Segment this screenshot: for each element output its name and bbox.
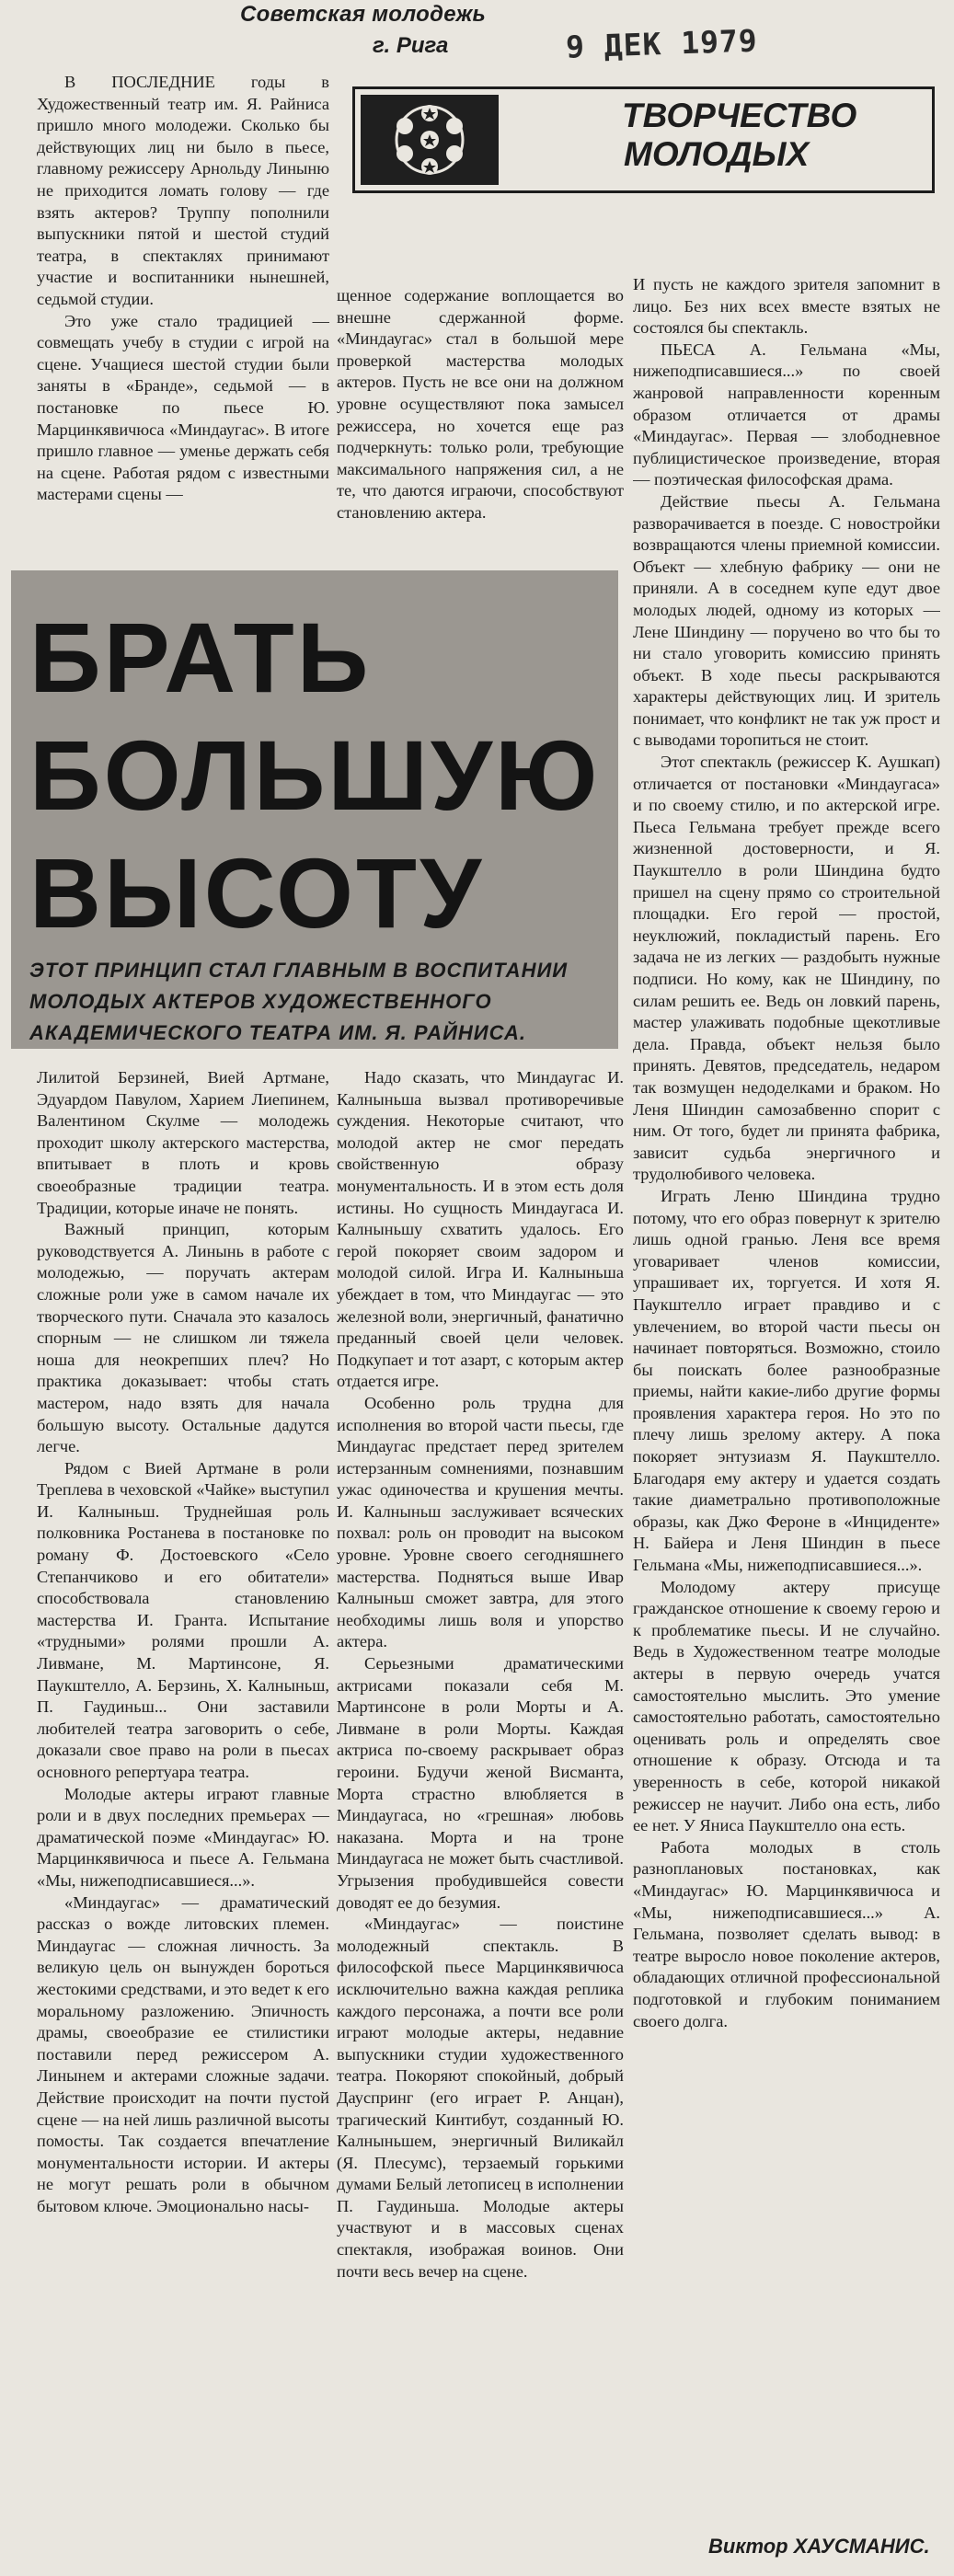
newspaper-name: Советская молодежь	[240, 2, 487, 27]
rubric-line-2: МОЛОДЫХ	[624, 135, 810, 173]
author-signature: Виктор ХАУСМАНИС.	[708, 2535, 930, 2558]
paragraph: Лилитой Берзиней, Вией Артмане, Эдуардом Павулом, Харием Лиепинем, Валентином Скулме — молодежь проходит школу актерского мастерства, впитывает в плоть и кровь своеобразные традиции театра. Традиции, которые иначе не понять.	[37, 1068, 329, 1217]
paragraph: щенное содержание воплощается во внешне сдержанной форме. «Миндаугас» стал в большой мере проверкой мастерства молодых актеров. Пусть не все они на должном уровне осуществляют пока замысел режиссера, но хочется еще раз подчеркнуть: только роли, требующие максимального напряжения сил, а не те, что даются играючи, способствуют становлению актера.	[337, 286, 624, 522]
column-5	[337, 1067, 624, 2569]
column-4	[37, 1067, 329, 2569]
headline-line-3: ВЫСОТУ	[29, 837, 485, 949]
headline-line-1: БРАТЬ	[29, 602, 372, 713]
column-1	[37, 72, 329, 564]
newspaper-city: г. Рига	[373, 33, 449, 58]
paragraph: Это уже стало традицией — совмещать учебу в студии с игрой на сцене. Учащиеся шестой студии были заняты в «Бранде», седьмой — в постановке по пьесе Ю. Марцинкявичюса «Миндаугас». В итоге пришло главное — уменье держать себя на сцене. Работая рядом с известными мастерами сцены —	[37, 311, 329, 504]
paragraph: Важный принцип, которым руководствуется А. Линынь в работе с молодежью, — поручать актерам сложные роли уже в самом начале их творческого пути. Сначала это казалось спорным — не слишком ли тяжела ноша для неокрепших плеч? Но практика доказывает: чтобы стать мастером, надо взять для начала большую высоту. Остальные дадутся легче.	[37, 1220, 329, 1456]
paragraph: Молодые актеры играют главные роли и в двух последних премьерах — драматической поэме «Миндаугас» Ю. Марцинкявичюса и пьесе А. Гельмана «Мы, нижеподписавшиеся...».	[37, 1784, 329, 1890]
rubric-emblem-icon	[361, 95, 499, 185]
column-3	[633, 274, 940, 2533]
headline-line-2: БОЛЬШУЮ	[29, 719, 601, 831]
rubric-line-1: ТВОРЧЕСТВО	[622, 97, 857, 134]
date-stamp: 9 ДЕК 1979	[565, 22, 759, 65]
paragraph: ПЬЕСА А. Гельмана «Мы, нижеподписавшиеся...» по своей жанровой направленности коренным образом отличается от драмы «Миндаугас». Первая — злободневное публицистическое произведение, вторая — поэтическая философская драма.	[633, 339, 940, 489]
paragraph: Серьезными драматическими актрисами показали себя М. Мартинсоне в роли Морты и А. Ливмане в роли Морты. Каждая актриса по-своему раскрывает образ героини. Будучи женой Висманта, Морта страстно влюбляется в Миндаугаса, но «грешная» любовь наказана. Морта и на троне Миндаугаса не может быть счастливой. Угрызения пробудившейся совести доводят ее до безумия.	[337, 1654, 624, 1912]
paragraph: Играть Леню Шиндина трудно потому, что его образ повернут к зрителю лишь одной гранью. Леня все время уговаривает членов комиссии, упрашивает их, торгуется. И хотя Я. Паукштелло играет правдиво и с увлечением, во второй части пьесы он начинает повторяться. Возможно, стоило бы поискать более разнообразные приемы, найти какие-либо другие формы проявления характера героя. Но это по плечу лишь зрелому актеру. А пока покоряет энтузиазм Я. Паукштелло. Благодаря ему актеру и удается создать такие диаметрально противоположные образы, как Джо Фероне в «Инциденте» Н. Байера и Леня Шиндин в пьесе Гельмана «Мы, нижеподписавшиеся...».	[633, 1186, 940, 1575]
paragraph: Действие пьесы А. Гельмана разворачивается в поезде. С новостройки возвращаются члены приемной комиссии. Объект — хлебную фабрику — они не приняли. А в соседнем купе едут двое молодых людей, одному из которых — Лене Шиндину — поручено во что бы то ни стало уговорить комиссию принять объект. В ходе пьесы раскрываются характеры действующих лиц. И зритель понимает, что конфликт не так уж прост и с выводами торопиться не стоит.	[633, 491, 940, 750]
headline-box	[11, 570, 618, 1049]
rubric-title	[622, 97, 856, 174]
paragraph: Рядом с Вией Артмане в роли Треплева в чеховской «Чайке» выступил И. Калныньш. Труднейшая роль полковника Ростанева в постановке по роману Ф. Достоевского «Село Степанчиково и его обитатели» способствовала становлению мастерства И. Гранта. Испытание «трудными» ролями прошли А. Ливмане, М. Мартинсоне, Я. Паукштелло, А. Берзинь, Х. Калныньш, П. Гаудиньш... Они заставили любителей театра заговорить о себе, доказали свое право на роли в пьесах основного репертуара театра.	[37, 1458, 329, 1781]
paragraph: «Миндаугас» — поистине молодежный спектакль. В философской пьесе Марцинкявичюса исключительно важна каждая реплика каждого персонажа, а почти все роли играют молодые актеры, недавние выпускники студии художественного театра. Покоряют спокойный, добрый Дауспринг (его играет Р. Анцан), трагический Кинтибут, созданный Ю. Калныньшем, энергичный Виликайл (Я. Плесумс), терзаемый горькими думами Белый летописец в исполнении П. Гаудиньша. Молодые актеры участвуют и в массовых сценах спектакля, изображая воинов. Они почти весь вечер на сцене.	[337, 1915, 624, 2281]
paragraph: И пусть не каждого зрителя запомнит в лицо. Без них всех вместе взятых не состоялся бы спектакль.	[633, 275, 940, 338]
paragraph: «Миндаугас» — драматический рассказ о вожде литовских племен. Миндаугас — сложная личность. За великую цель он вынужден бороться жестокими средствами, и это ведет к его моральному разложению. Эпичность драмы, своеобразие ее стилистики поставили перед режиссером А. Линынем и актерами сложные задачи. Действие происходит на почти пустой сцене — на ней лишь различной высоты помосты. Так создается впечатление монументальности истории. И актеры не могут решать роли в обычном бытовом ключе. Эмоционально насы-	[37, 1892, 329, 2215]
headline-subtitle: ЭТОТ ПРИНЦИП СТАЛ ГЛАВНЫМ В ВОСПИТАНИИ МОЛОДЫХ АКТЕРОВ ХУДОЖЕСТВЕННОГО АКАДЕМИЧЕСКОГО ТЕАТРА ИМ. Я. РАЙНИСА.	[29, 959, 569, 1044]
rubric-box	[352, 86, 935, 193]
paragraph: Надо сказать, что Миндаугас И. Калныньша вызвал противоречивые суждения. Некоторые считают, что молодой актер не смог передать свойственную образу монументальность. И в этом есть доля истины. Но сущность Миндаугаса И. Калныньшу схватить удалось. Его герой покоряет своим задором и молодой силой. Игра И. Калныньша убеждает в том, что Миндаугас — это железной воли, энергичный, фанатично преданный своей цели человек. Подкупает и тот азарт, с которым актер отдается игре.	[337, 1068, 624, 1391]
paragraph: Этот спектакль (режиссер К. Аушкап) отличается от постановки «Миндаугаса» и по своему стилю, и по актерской игре. Пьеса Гельмана требует прежде всего жизненной достоверности, и Я. Паукштелло в роли Шиндина будто пришел на сцену прямо со строительной площадки. Его герой — простой, неуклюжий, покладистый парень. Его задача не из легких — раздобыть нужные подписи. Но кому, как не Шиндину, по силам решить ее. Ведь он ловкий парень, мастер улаживать подобные щекотливые дела. Правда, объект нельзя было принять. Девятов, председатель, недаром так возмущен недоделками и браком. Но Леня Шиндин самозабвенно спорит с ним. От того, будет ли принята фабрика, зависит судьба энергичного и трудолюбивого человека.	[633, 753, 940, 1184]
column-2	[337, 285, 624, 561]
paragraph: В ПОСЛЕДНИЕ годы в Художественный театр им. Я. Райниса пришло много молодежи. Сколько бы действующих лиц ни было в пьесе, главному режиссеру Арнольду Линыню не приходится ломать голову — где взять актеров? Труппу пополнили выпускники пятой и шестой студий театра, в спектаклях принимают участие и воспитанники нынешней, седьмой студии.	[37, 73, 329, 308]
masthead	[235, 0, 621, 68]
paragraph: Работа молодых в столь разноплановых постановках, как «Миндаугас» Ю. Марцинкявичюса и «Мы, нижеподписавшиеся...» А. Гельмана, позволяет сделать вывод: в театре выросло новое поколение актеров, обладающих отличной профессиональной подготовкой и глубоким пониманием своего долга.	[633, 1837, 940, 2030]
paragraph: Особенно роль трудна для исполнения во второй части пьесы, где Миндаугас предстает перед зрителем истерзанным сомнениями, познавшим ужас одиночества и крушения мечты. И. Калныньш заслуживает всяческих похвал: роль он проводит на высоком уровне. Уровне своего сегодняшнего мастерства. Подняться выше Ивар Калныньш сможет завтра, для этого необходимы лишь воля и упорство актера.	[337, 1393, 624, 1651]
paragraph: Молодому актеру присуще гражданское отношение к своему герою и к проблематике пьесы. И не случайно. Ведь в Художественном театре молодые актеры в первую очередь учатся самостоятельно мыслить. Это умение самостоятельно работать, самостоятельно оценивать роль и определять свое отношение к образу. Отсюда и та уверенность в себе, которой никакой режиссер не научит. Либо она есть, либо ее нет. У Яниса Паукштелло она есть.	[633, 1577, 940, 1835]
